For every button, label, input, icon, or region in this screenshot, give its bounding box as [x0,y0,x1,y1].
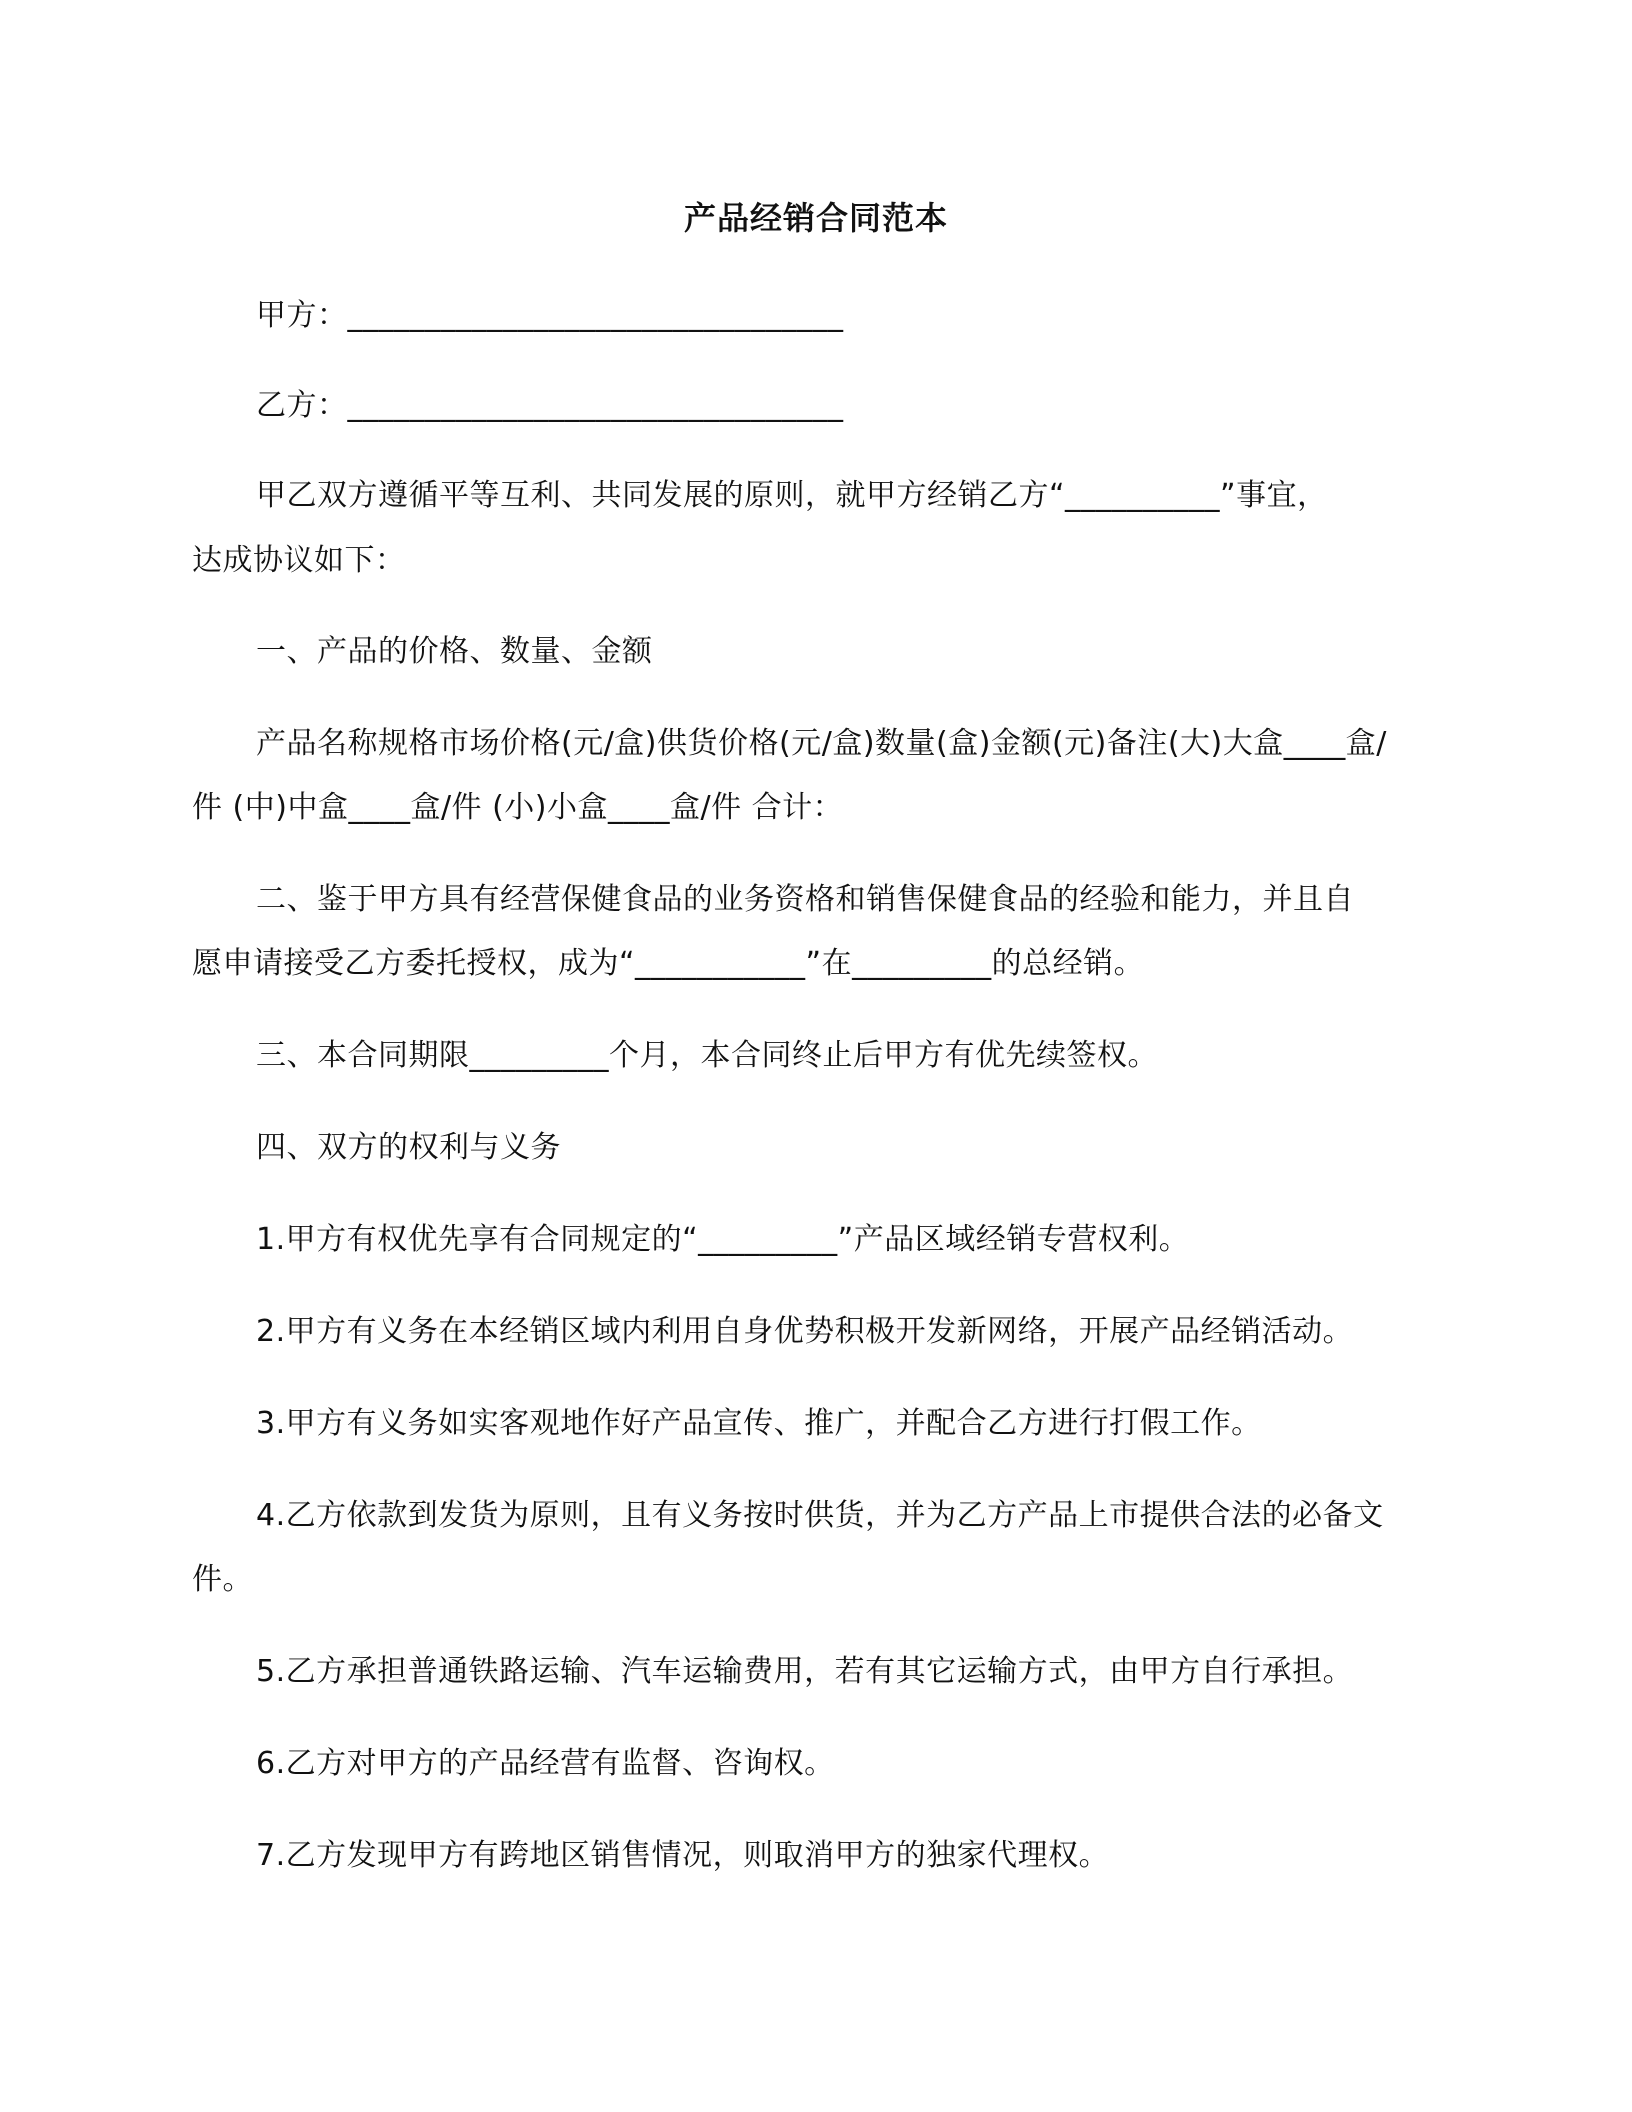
party-b-line: 乙方：________________________________ [256,388,844,423]
clause-4-line-1: 4.乙方依款到发货为原则，且有义务按时供货，并为乙方产品上市提供合法的必备文 [256,1498,1384,1533]
section-4-heading: 四、双方的权利与义务 [256,1130,561,1165]
clause-1: 1.甲方有权优先享有合同规定的“_________”产品区域经销专营权利。 [256,1222,1190,1257]
clause-2: 2.甲方有义务在本经销区域内利用自身优势积极开发新网络，开展产品经销活动。 [256,1314,1354,1349]
section-1-body-line-2: 件 (中)中盒____盒/件 (小)小盒____盒/件 合计： [192,790,844,825]
clause-6: 6.乙方对甲方的产品经营有监督、咨询权。 [256,1746,835,1781]
section-2-line-1: 二、鉴于甲方具有经营保健食品的业务资格和销售保健食品的经验和能力，并且自 [256,882,1354,917]
section-3-line: 三、本合同期限_________个月，本合同终止后甲方有优先续签权。 [256,1038,1158,1073]
clause-7: 7.乙方发现甲方有跨地区销售情况，则取消甲方的独家代理权。 [256,1838,1110,1873]
preamble-line-2: 达成协议如下： [192,543,406,578]
clause-5: 5.乙方承担普通铁路运输、汽车运输费用，若有其它运输方式，由甲方自行承担。 [256,1654,1354,1689]
clause-4-line-2: 件。 [192,1562,253,1597]
party-a-line: 甲方：________________________________ [256,298,844,333]
preamble-line-1: 甲乙双方遵循平等互利、共同发展的原则，就甲方经销乙方“__________”事宜， [256,478,1328,513]
clause-3: 3.甲方有义务如实客观地作好产品宣传、推广，并配合乙方进行打假工作。 [256,1406,1262,1441]
document-title: 产品经销合同范本 [683,199,948,237]
section-1-heading: 一、产品的价格、数量、金额 [256,634,653,669]
section-1-body-line-1: 产品名称规格市场价格(元/盒)供货价格(元/盒)数量(盒)金额(元)备注(大)大盒____盒/ [256,726,1387,761]
section-2-line-2: 愿申请接受乙方委托授权，成为“___________”在_________的总经销。 [192,946,1145,981]
